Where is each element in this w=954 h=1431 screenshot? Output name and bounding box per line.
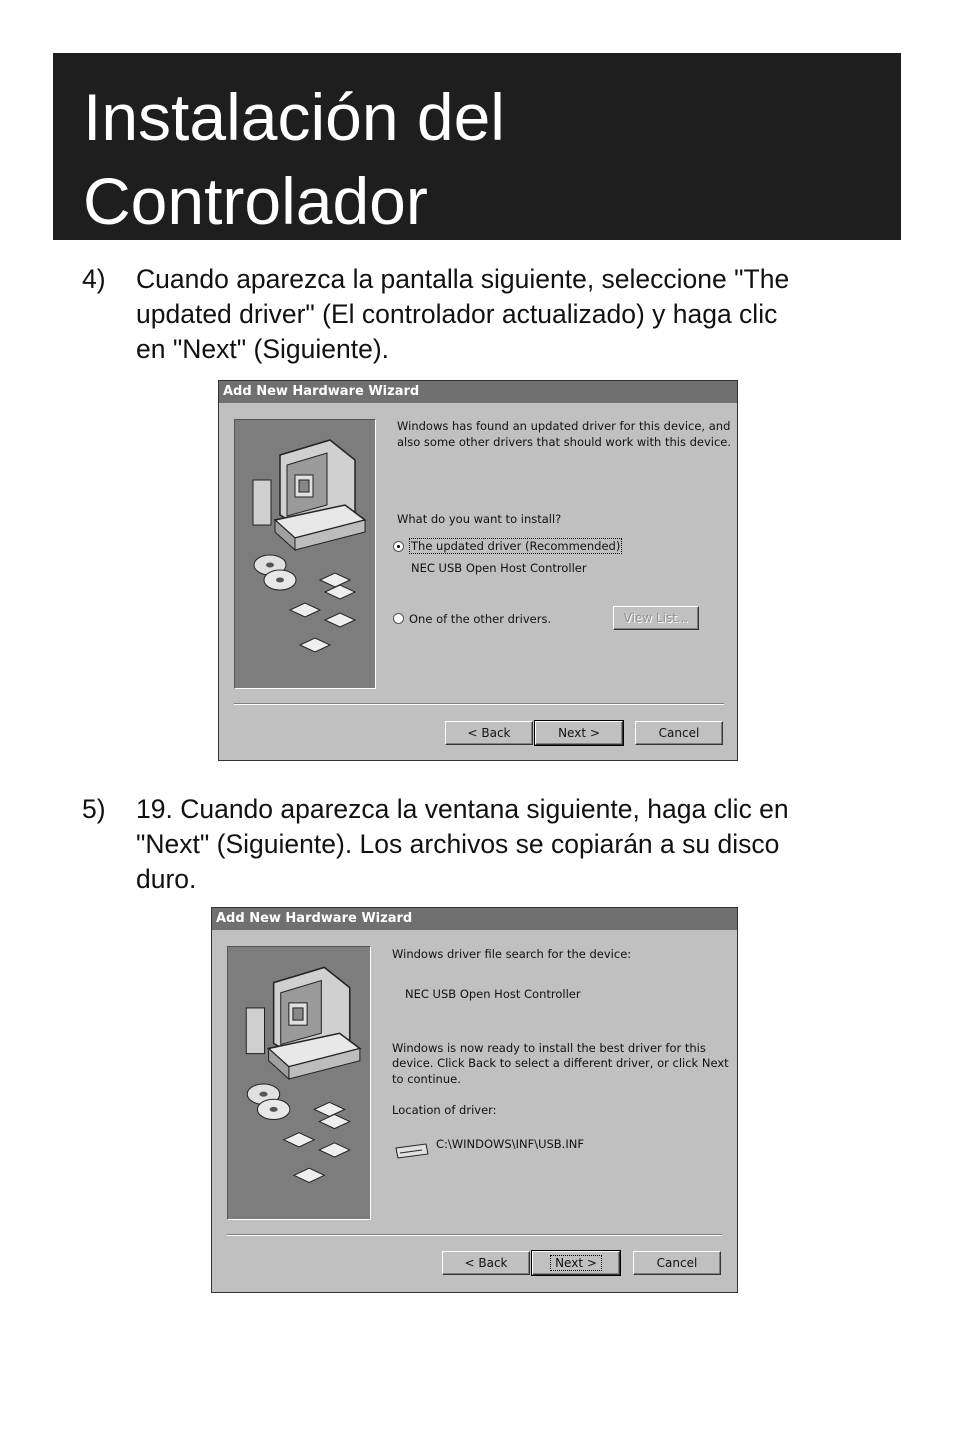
wizard-illustration bbox=[227, 946, 371, 1220]
step-text: Cuando aparezca la pantalla siguiente, seleccione "The updated driver" (El controlador actualizado) y haga clic en "Next" (Siguiente). bbox=[136, 264, 790, 364]
title-banner bbox=[53, 53, 901, 240]
radio-other-drivers[interactable] bbox=[393, 613, 404, 624]
wizard-dialog-select-driver bbox=[218, 380, 738, 761]
view-list-button[interactable]: View List... bbox=[613, 606, 699, 630]
cancel-button[interactable]: Cancel bbox=[635, 721, 723, 745]
driver-path: C:\WINDOWS\INF\USB.INF bbox=[436, 1137, 584, 1151]
dialog-caption: Add New Hardware Wizard bbox=[212, 908, 737, 930]
wizard-illustration bbox=[234, 419, 376, 689]
drive-icon bbox=[394, 1142, 430, 1160]
ready-text-line: to continue. bbox=[392, 1072, 461, 1086]
search-label: Windows driver file search for the device: bbox=[392, 947, 632, 961]
wizard-dialog-install-driver bbox=[211, 907, 738, 1293]
radio-updated-driver[interactable] bbox=[393, 541, 404, 552]
back-button[interactable]: < Back bbox=[445, 721, 533, 745]
option-other-drivers-label[interactable]: One of the other drivers. bbox=[409, 612, 552, 626]
intro-text-line: Windows has found an updated driver for this device, and bbox=[397, 419, 731, 433]
step-text: 19. Cuando aparezca la ventana siguiente, haga clic en "Next" (Siguiente). Los archivos se copiarán a su disco duro. bbox=[136, 794, 789, 894]
step-number: 4) bbox=[82, 264, 106, 294]
cancel-button[interactable]: Cancel bbox=[633, 1251, 721, 1275]
next-button[interactable]: Next > bbox=[535, 721, 623, 745]
computer-cd-icon bbox=[228, 947, 370, 1219]
ready-text-line: device. Click Back to select a different driver, or click Next bbox=[392, 1056, 729, 1070]
divider bbox=[227, 1234, 722, 1236]
dialog-caption: Add New Hardware Wizard bbox=[219, 381, 737, 403]
step-number: 5) bbox=[82, 794, 106, 824]
location-label: Location of driver: bbox=[392, 1103, 497, 1117]
page-title: Instalación del Controlador bbox=[83, 80, 505, 238]
back-button[interactable]: < Back bbox=[442, 1251, 530, 1275]
divider bbox=[234, 703, 724, 705]
question-label: What do you want to install? bbox=[397, 512, 562, 526]
ready-text-line: Windows is now ready to install the best driver for this bbox=[392, 1041, 706, 1055]
device-name: NEC USB Open Host Controller bbox=[411, 561, 587, 575]
next-button[interactable]: Next > bbox=[532, 1251, 620, 1275]
intro-text-line: also some other drivers that should work with this device. bbox=[397, 435, 732, 449]
computer-cd-icon bbox=[235, 420, 375, 688]
device-name: NEC USB Open Host Controller bbox=[405, 987, 581, 1001]
option-updated-driver-label[interactable]: The updated driver (Recommended) bbox=[411, 539, 621, 553]
